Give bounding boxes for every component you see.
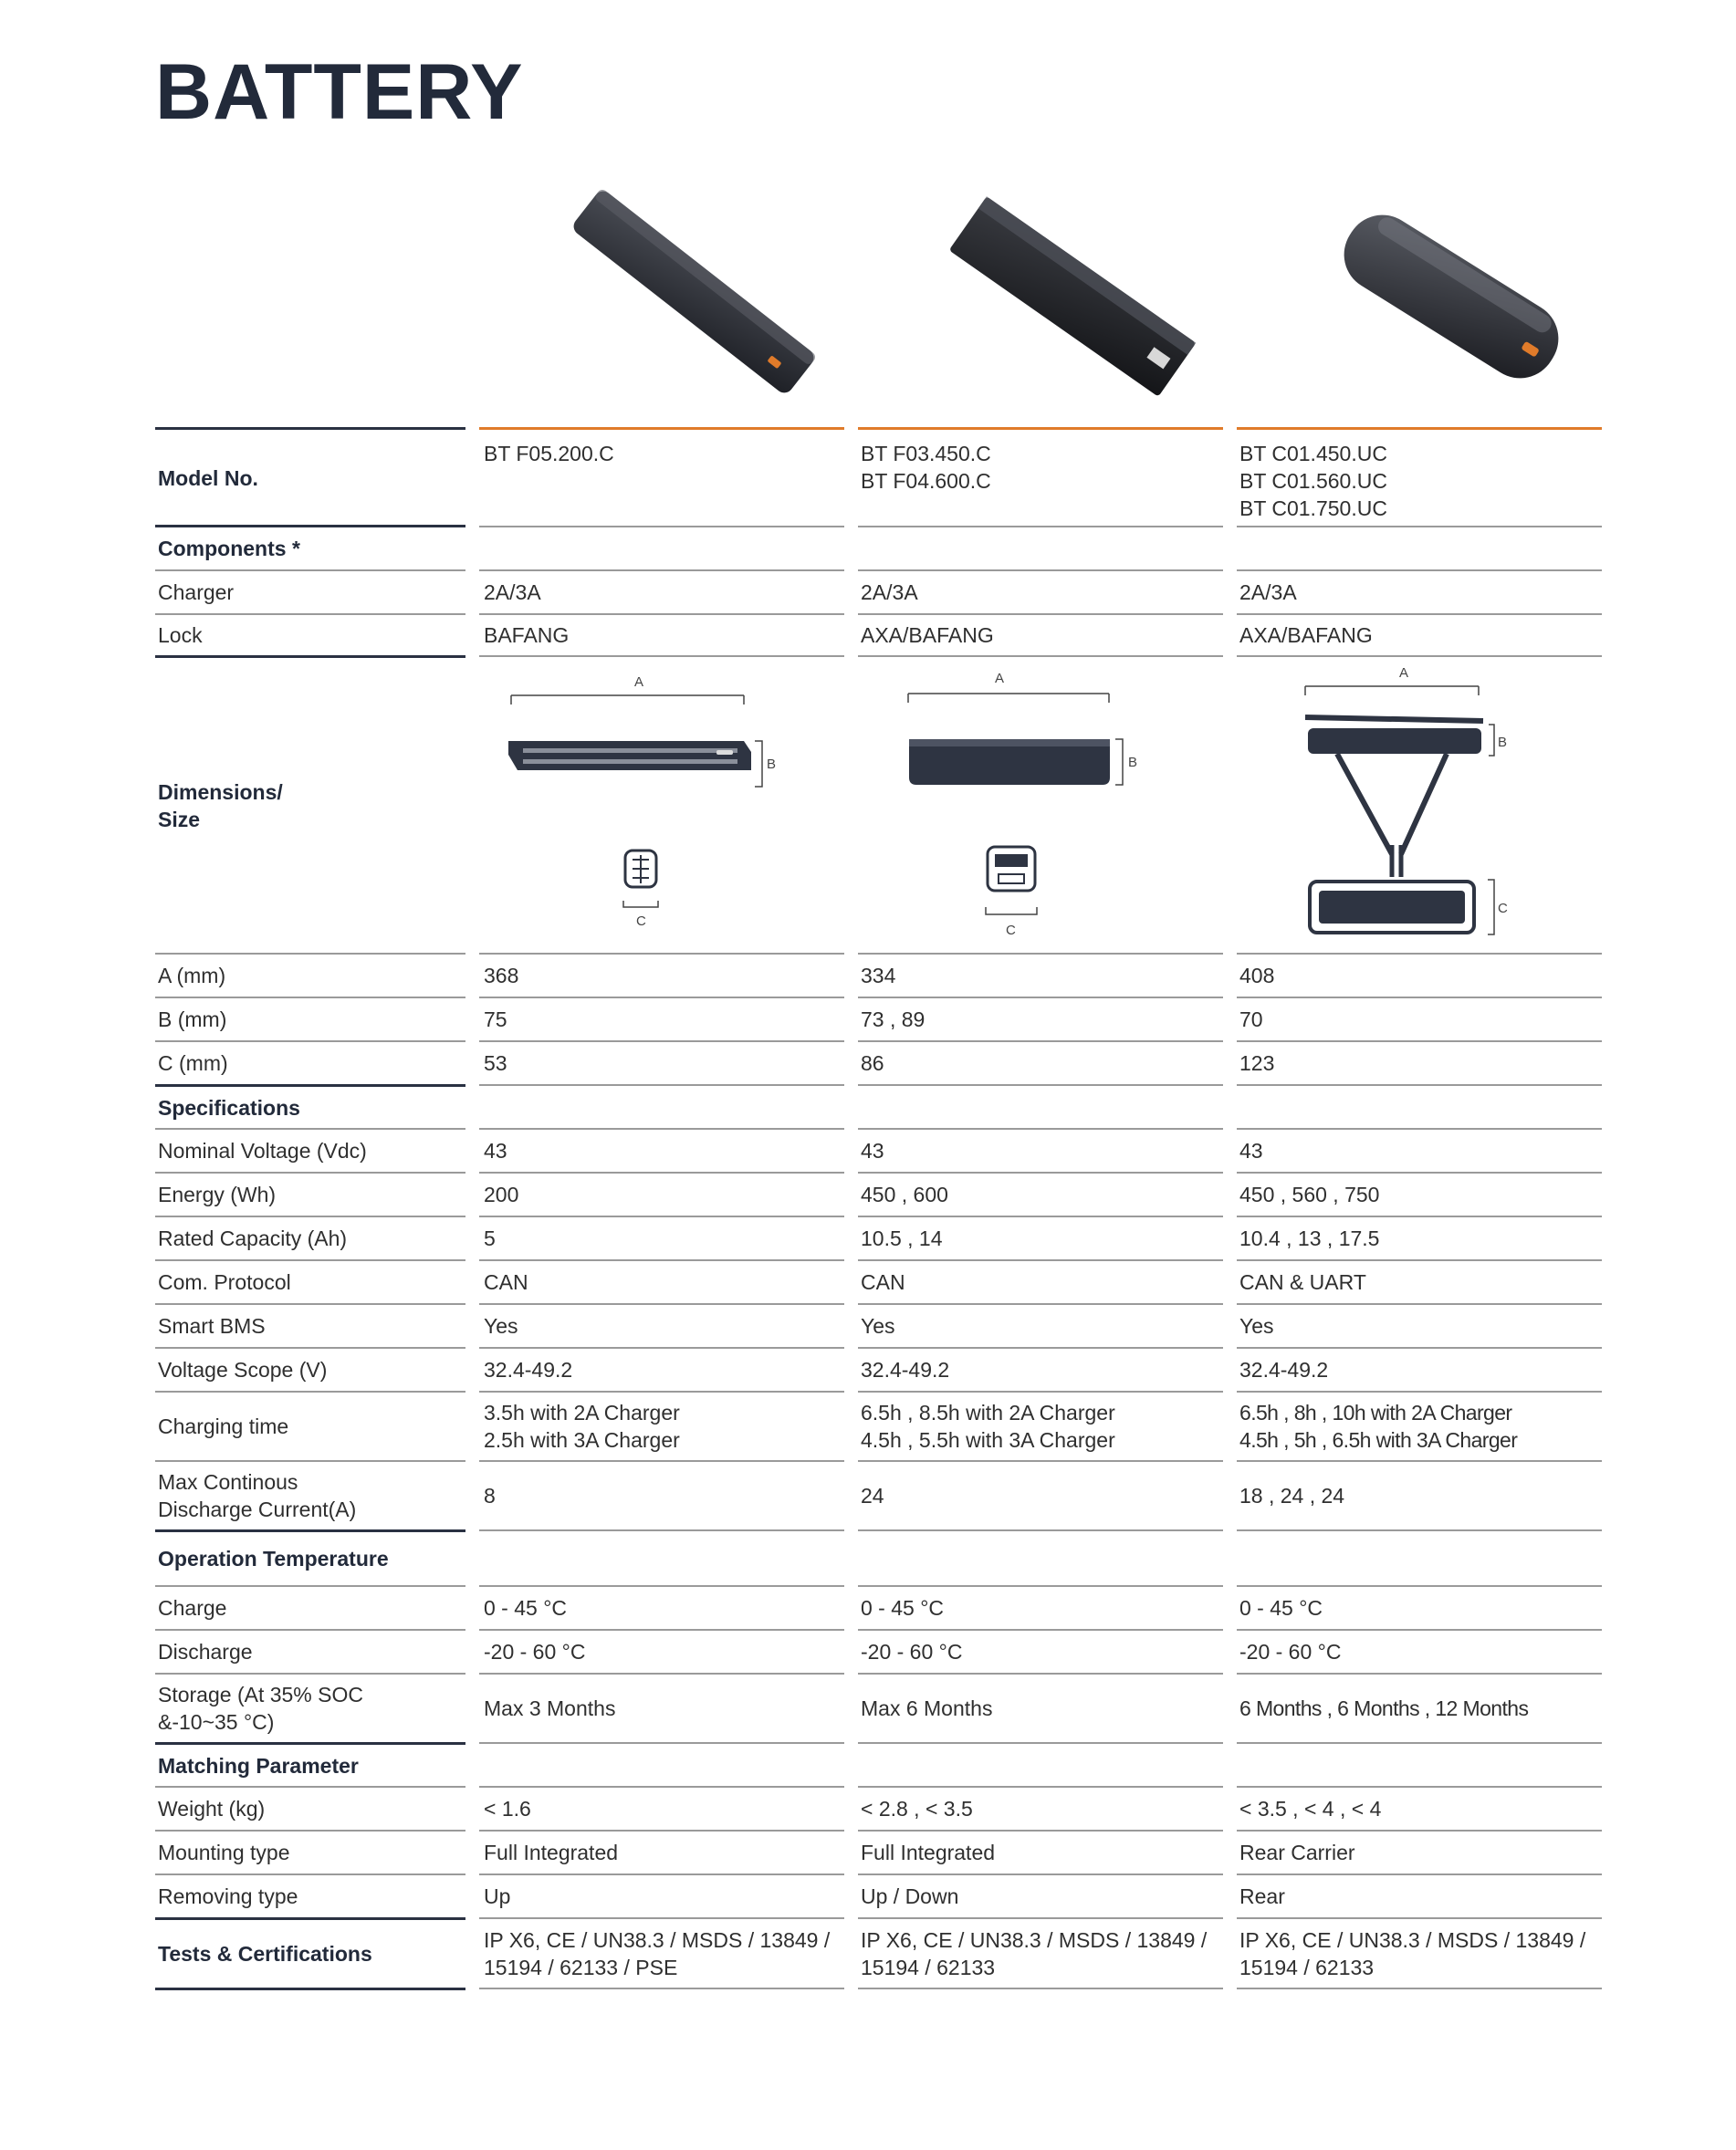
- row-divider: [1237, 1084, 1602, 1086]
- value-cell: 75: [484, 1007, 507, 1031]
- row-divider: [1237, 655, 1602, 657]
- dim-letter-b: B: [767, 757, 777, 772]
- dim-letter-c: C: [1006, 923, 1016, 938]
- row-divider: [858, 1529, 1223, 1531]
- row-tests: [0, 1920, 1736, 1988]
- model-col1: [484, 431, 849, 526]
- value-cell: 70: [1239, 1007, 1263, 1031]
- value-cell: 86: [861, 1051, 884, 1075]
- value-cell: AXA/BAFANG: [861, 623, 994, 647]
- value-cell: 32.4-49.2: [1239, 1358, 1329, 1382]
- value-cell: 2A/3A: [484, 580, 541, 604]
- row-c-mm: [0, 1042, 1736, 1084]
- value-line: 4.5h , 5h , 6.5h with 3A Charger: [1239, 1428, 1518, 1452]
- row-operation-temperature: [0, 1532, 1736, 1585]
- dim-letter-a: A: [634, 674, 644, 690]
- value-cell: Rear Carrier: [1239, 1841, 1355, 1864]
- row-rated-capacity: [0, 1217, 1736, 1259]
- section-matching-parameter: Matching Parameter: [158, 1753, 359, 1778]
- label-com-protocol: Com. Protocol: [158, 1270, 291, 1294]
- dim-letter-a: A: [995, 671, 1005, 686]
- model-col2: [861, 431, 1226, 526]
- row-com-protocol: [0, 1261, 1736, 1303]
- value-cell: 334: [861, 964, 896, 987]
- value-line: IP X6, CE / UN38.3 / MSDS / 13849 /: [861, 1928, 1208, 1952]
- row-a-mm: [0, 955, 1736, 997]
- row-energy: [0, 1174, 1736, 1216]
- label-rated-capacity: Rated Capacity (Ah): [158, 1226, 348, 1250]
- value-line: 15194 / 62133 / PSE: [484, 1956, 678, 1979]
- row-model-no: [0, 431, 1736, 526]
- label-b-mm: B (mm): [158, 1007, 227, 1031]
- value-cell: 0 - 45 °C: [1239, 1596, 1323, 1620]
- row-components: [0, 527, 1736, 569]
- page-title: BATTERY: [155, 48, 524, 136]
- value-cell: Yes: [484, 1314, 518, 1338]
- label-dimensions-line2: Size: [158, 808, 201, 831]
- row-voltage-scope: [0, 1349, 1736, 1391]
- row-divider: [479, 1084, 844, 1086]
- row-matching-parameter: [0, 1745, 1736, 1786]
- row-divider: [858, 1917, 1223, 1919]
- row-divider: [858, 1084, 1223, 1086]
- value-cell: 43: [1239, 1139, 1263, 1163]
- value-cell: 43: [484, 1139, 507, 1163]
- row-storage: [0, 1675, 1736, 1742]
- value-cell: 450 , 600: [861, 1183, 948, 1206]
- model-name: BT F04.600.C: [861, 469, 991, 493]
- value-cell: 200: [484, 1183, 519, 1206]
- row-divider: [479, 655, 844, 657]
- row-divider: [155, 1988, 465, 1990]
- value-cell: Max 3 Months: [484, 1696, 616, 1720]
- section-components: Components *: [158, 537, 300, 560]
- value-line: 6.5h , 8h , 10h with 2A Charger: [1239, 1401, 1512, 1425]
- header-rule-col3: [1237, 427, 1602, 430]
- row-specifications: [0, 1087, 1736, 1128]
- value-cell: Max 6 Months: [861, 1696, 993, 1720]
- dimension-diagram-2: [876, 668, 1177, 942]
- header-rule-labels: [155, 427, 465, 430]
- battery-photo-3: [1269, 173, 1634, 411]
- dim-letter-b: B: [1128, 755, 1138, 770]
- row-removing-type: [0, 1875, 1736, 1917]
- value-cell: Full Integrated: [484, 1841, 619, 1864]
- row-divider: [858, 1742, 1223, 1744]
- label-line: Storage (At 35% SOC: [158, 1683, 363, 1706]
- value-cell: Up / Down: [861, 1884, 959, 1908]
- row-divider: [1237, 1742, 1602, 1744]
- row-divider: [479, 1742, 844, 1744]
- battery-photo-1: [511, 173, 876, 411]
- row-divider: [479, 1988, 844, 1989]
- row-divider: [1237, 1529, 1602, 1531]
- label-nominal-voltage: Nominal Voltage (Vdc): [158, 1139, 367, 1163]
- label-dimensions: [158, 659, 459, 953]
- row-lock: [0, 615, 1736, 655]
- value-cell: 10.5 , 14: [861, 1226, 943, 1250]
- value-cell: CAN: [484, 1270, 528, 1294]
- value-cell: Up: [484, 1884, 511, 1908]
- dim-letter-c: C: [636, 913, 646, 929]
- value-cell: 123: [1239, 1051, 1275, 1075]
- label-weight: Weight (kg): [158, 1797, 266, 1821]
- value-cell: -20 - 60 °C: [861, 1640, 963, 1664]
- label-line: Max Continous: [158, 1470, 298, 1494]
- dim-letter-b: B: [1498, 735, 1508, 750]
- battery-photo-2: [890, 173, 1255, 411]
- value-cell: 2A/3A: [861, 580, 918, 604]
- section-operation-temperature: Operation Temperature: [158, 1547, 389, 1571]
- row-nominal-voltage: [0, 1130, 1736, 1172]
- label-charger: Charger: [158, 580, 235, 604]
- value-cell: Yes: [861, 1314, 895, 1338]
- header-rule-col2: [858, 427, 1223, 430]
- value-cell: 2A/3A: [1239, 580, 1297, 604]
- row-divider: [858, 1988, 1223, 1989]
- row-divider: [1237, 1988, 1602, 1989]
- value-cell: 5: [484, 1226, 496, 1250]
- row-charger: [0, 571, 1736, 613]
- row-mounting-type: [0, 1832, 1736, 1873]
- row-weight: [0, 1788, 1736, 1830]
- label-line: &-10~35 °C): [158, 1710, 275, 1734]
- label-smart-bms: Smart BMS: [158, 1314, 266, 1338]
- row-charging-time: [0, 1393, 1736, 1460]
- value-cell: CAN: [861, 1270, 905, 1294]
- value-cell: [861, 1393, 1226, 1460]
- value-cell: 32.4-49.2: [484, 1358, 573, 1382]
- value-cell: -20 - 60 °C: [1239, 1640, 1342, 1664]
- value-cell: [484, 1920, 849, 1988]
- label-dimensions-line1: Dimensions/: [158, 780, 283, 804]
- row-charge: [0, 1587, 1736, 1629]
- value-cell: [1239, 1920, 1605, 1988]
- value-cell: 10.4 , 13 , 17.5: [1239, 1226, 1380, 1250]
- label-storage: [158, 1675, 459, 1742]
- label-mounting-type: Mounting type: [158, 1841, 290, 1864]
- label-tests: Tests & Certifications: [158, 1942, 372, 1966]
- model-name: BT F03.450.C: [861, 442, 991, 465]
- value-cell: 73 , 89: [861, 1007, 926, 1031]
- row-divider: [479, 1917, 844, 1919]
- value-cell: CAN & UART: [1239, 1270, 1366, 1294]
- dim-letter-c: C: [1498, 901, 1508, 916]
- value-line: 15194 / 62133: [861, 1956, 996, 1979]
- label-lock: Lock: [158, 623, 203, 647]
- value-line: 15194 / 62133: [1239, 1956, 1375, 1979]
- value-cell: [484, 1393, 849, 1460]
- value-cell: 18 , 24 , 24: [1239, 1484, 1345, 1508]
- value-cell: -20 - 60 °C: [484, 1640, 586, 1664]
- label-discharge: Discharge: [158, 1640, 253, 1664]
- label-max-discharge: [158, 1462, 459, 1529]
- value-cell: Yes: [1239, 1314, 1274, 1338]
- row-divider: [1237, 1917, 1602, 1919]
- row-divider: [858, 655, 1223, 657]
- model-name: BT C01.750.UC: [1239, 496, 1387, 520]
- model-name: BT C01.560.UC: [1239, 469, 1387, 493]
- value-cell: 450 , 560 , 750: [1239, 1183, 1380, 1206]
- value-cell: 24: [861, 1484, 884, 1508]
- row-max-discharge: [0, 1462, 1736, 1529]
- label-a-mm: A (mm): [158, 964, 226, 987]
- value-cell: Full Integrated: [861, 1841, 996, 1864]
- label-energy: Energy (Wh): [158, 1183, 277, 1206]
- value-cell: BAFANG: [484, 623, 570, 647]
- value-line: 4.5h , 5.5h with 3A Charger: [861, 1428, 1115, 1452]
- model-col3: [1239, 431, 1605, 526]
- value-cell: AXA/BAFANG: [1239, 623, 1373, 647]
- value-cell: Rear: [1239, 1884, 1285, 1908]
- value-line: 6.5h , 8.5h with 2A Charger: [861, 1401, 1115, 1425]
- value-cell: [861, 1920, 1226, 1988]
- value-cell: 53: [484, 1051, 507, 1075]
- row-b-mm: [0, 998, 1736, 1040]
- value-cell: 8: [484, 1484, 496, 1508]
- value-cell: 6 Months , 6 Months , 12 Months: [1239, 1696, 1529, 1720]
- value-cell: 43: [861, 1139, 884, 1163]
- label-c-mm: C (mm): [158, 1051, 228, 1075]
- label-charging-time: Charging time: [158, 1414, 289, 1438]
- row-divider: [479, 1529, 844, 1531]
- dimension-diagram-3: [1255, 663, 1556, 945]
- value-cell: 32.4-49.2: [861, 1358, 950, 1382]
- label-removing-type: Removing type: [158, 1884, 298, 1908]
- value-cell: [1239, 1393, 1605, 1460]
- value-cell: < 2.8 , < 3.5: [861, 1797, 973, 1821]
- dim-letter-a: A: [1399, 665, 1409, 681]
- section-specifications: Specifications: [158, 1095, 300, 1120]
- label-voltage-scope: Voltage Scope (V): [158, 1358, 328, 1382]
- row-discharge: [0, 1631, 1736, 1673]
- value-cell: 408: [1239, 964, 1275, 987]
- label-charge: Charge: [158, 1596, 227, 1620]
- row-smart-bms: [0, 1305, 1736, 1347]
- model-name: BT F05.200.C: [484, 442, 614, 465]
- dimension-diagram-1: [497, 668, 799, 942]
- header-rule-col1: [479, 427, 844, 430]
- value-cell: 0 - 45 °C: [861, 1596, 945, 1620]
- value-cell: < 1.6: [484, 1797, 531, 1821]
- value-cell: 368: [484, 964, 519, 987]
- label-model-no: Model No.: [158, 466, 258, 490]
- value-line: 2.5h with 3A Charger: [484, 1428, 680, 1452]
- value-cell: < 3.5 , < 4 , < 4: [1239, 1797, 1382, 1821]
- value-line: IP X6, CE / UN38.3 / MSDS / 13849 /: [484, 1928, 831, 1952]
- model-name: BT C01.450.UC: [1239, 442, 1387, 465]
- value-line: IP X6, CE / UN38.3 / MSDS / 13849 /: [1239, 1928, 1586, 1952]
- row-divider: [155, 655, 465, 658]
- value-cell: 0 - 45 °C: [484, 1596, 568, 1620]
- value-line: 3.5h with 2A Charger: [484, 1401, 680, 1425]
- label-line: Discharge Current(A): [158, 1498, 357, 1521]
